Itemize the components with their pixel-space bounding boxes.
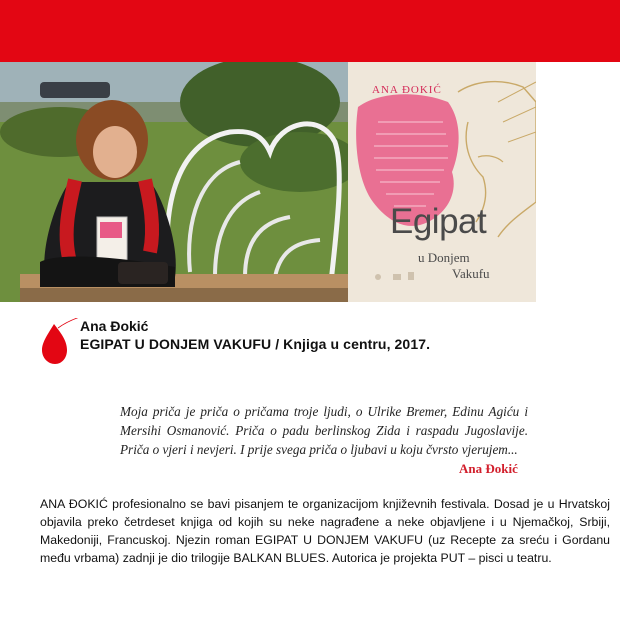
cover-art (348, 62, 536, 302)
top-red-band (0, 0, 620, 62)
cover-subtitle-line-2: Vakufu (452, 266, 490, 281)
quote-signature: Ana Đokić (459, 461, 518, 476)
header-book-title: EGIPAT U DONJEM VAKUFU / Knjiga u centru, 2017. (80, 336, 431, 352)
book-cover (348, 62, 536, 302)
author-bio: ANA ĐOKIĆ profesionalno se bavi pisanjem te organizacijom književnih festivala. Dosad je u Hrvatskoj objavila preko četrdeset knjiga od kojih su neke nagrađene a neke objavljene i u Njemačkoj, Srbiji, Makedoniji, Francuskoj. Njezin roman EGIPAT U DONJEM VAKUFU (uz Recepte za sreću i Gordanu među vrbama) zadnji je dio trilogije BALKAN BLUES. Autorica je projekta PUT – pisci u teatru. (40, 497, 610, 565)
quote-text: Moja priča je priča o pričama troje ljudi, o Ulrike Bremer, Edinu Agiću i Mersihi Osmanović. Priča o padu berlinskog Zida i raspadu Jugoslavije. Priča o vjeri i nevjeri. I prije svega priča o ljubavi u koju čvrsto vjerujem... (120, 404, 528, 457)
cover-title: Egipat (390, 202, 487, 241)
header-author: Ana Đokić (80, 318, 149, 334)
author-photo-illustration (0, 62, 348, 302)
cover-author: ANA ĐOKIĆ (372, 84, 442, 96)
author-photo (0, 62, 348, 302)
cover-subtitle-line-1: u Donjem (418, 250, 470, 265)
